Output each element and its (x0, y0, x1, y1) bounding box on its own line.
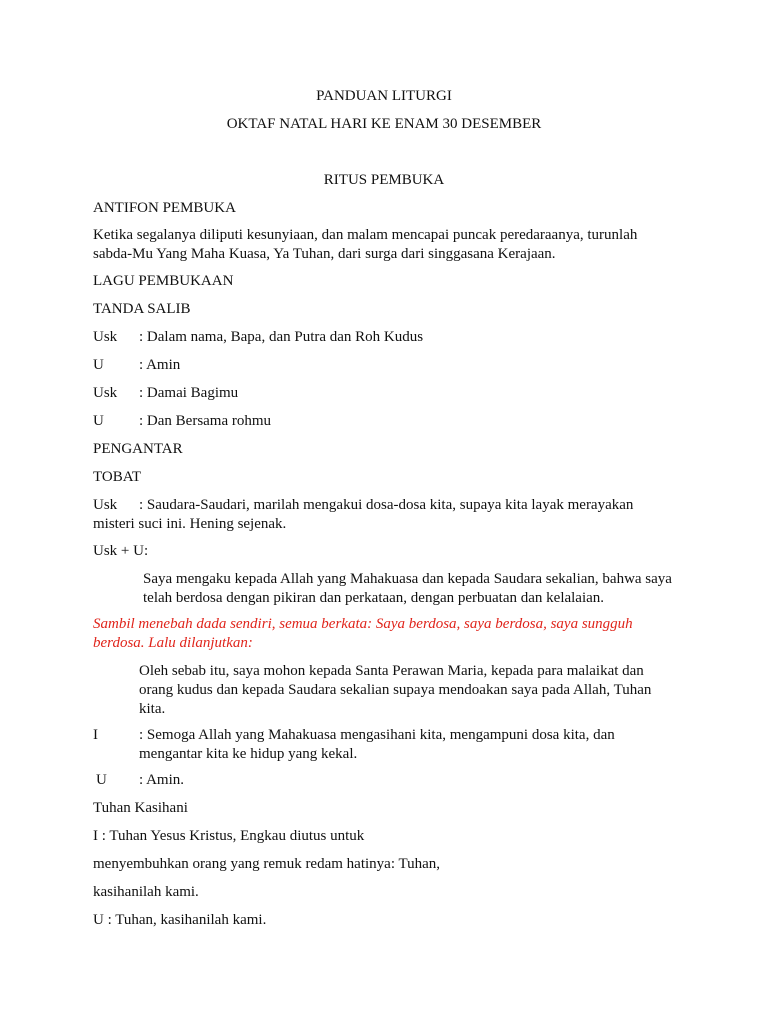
pengantar-heading: PENGANTAR (93, 441, 183, 457)
amen-line (96, 771, 184, 790)
tobat-heading: TOBAT (93, 469, 142, 485)
tanda-salib-heading: TANDA SALIB (93, 301, 191, 317)
document-subtitle: OKTAF NATAL HARI KE ENAM 30 DESEMBER (226, 116, 542, 132)
dialog-line (93, 328, 423, 347)
rubric-text: Sambil menebah dada sendiri, semua berkata: Saya berdosa, saya berdosa, saya sungguh berdosa. Lalu dilanjutkan: (93, 616, 633, 651)
antifon-heading: ANTIFON PEMBUKA (93, 200, 236, 216)
dialog-text: : Dalam nama, Bapa, dan Putra dan Roh Kudus (139, 329, 424, 345)
speaker-label: Usk (93, 385, 118, 401)
speaker-label: Usk (93, 497, 118, 513)
speaker-label: U (93, 357, 104, 373)
tobat-invitation (93, 496, 673, 534)
speaker-label: U (96, 772, 107, 788)
antifon-text: Ketika segalanya diliputi kesunyiaan, dan malam mencapai puncak peredaraanya, turunlah sabda-Mu Yang Maha Kuasa, Ya Tuhan, dari surga dari singgasana Kerajaan. (93, 227, 638, 262)
document-title: PANDUAN LITURGI (316, 88, 452, 104)
absolution-line (93, 726, 679, 764)
dialog-line (93, 356, 180, 375)
kyrie-line: U : Tuhan, kasihanilah kami. (93, 912, 267, 928)
kyrie-line: menyembuhkan orang yang remuk redam hatinya: Tuhan, (93, 856, 441, 872)
usk-u-label: Usk + U: (93, 543, 149, 559)
dialog-line (93, 412, 271, 431)
section-heading: RITUS PEMBUKA (323, 172, 445, 188)
dialog-text: : Amin (139, 357, 181, 373)
kyrie-line: I : Tuhan Yesus Kristus, Engkau diutus untuk (93, 828, 365, 844)
dialog-text: : Dan Bersama rohmu (139, 413, 272, 429)
kyrie-line: kasihanilah kami. (93, 884, 199, 900)
speaker-label: I (93, 727, 98, 743)
lagu-pembukaan-heading: LAGU PEMBUKAAN (93, 273, 234, 289)
speaker-label: U (93, 413, 104, 429)
amen-text: : Amin. (139, 772, 185, 788)
absolution-text: : Semoga Allah yang Mahakuasa mengasihani kita, mengampuni dosa kita, dan mengantar kita ke hidup yang kekal. (139, 727, 615, 762)
kyrie-heading: Tuhan Kasihani (93, 800, 188, 816)
invitation-text: : Saudara-Saudari, marilah mengakui dosa-dosa kita, supaya kita layak merayakan misteri suci ini. Hening sejenak. (93, 497, 634, 532)
dialog-line (93, 384, 238, 403)
speaker-label: Usk (93, 329, 118, 345)
confiteor-part2: Oleh sebab itu, saya mohon kepada Santa Perawan Maria, kepada para malaikat dan orang kudus dan kepada Saudara sekalian supaya mendoakan saya pada Allah, Tuhan kita. (139, 663, 652, 717)
dialog-text: : Damai Bagimu (139, 385, 239, 401)
confiteor-part1: Saya mengaku kepada Allah yang Mahakuasa dan kepada Saudara sekalian, bahwa saya telah berdosa dengan pikiran dan perkataan, dengan perbuatan dan kelalaian. (143, 571, 672, 606)
